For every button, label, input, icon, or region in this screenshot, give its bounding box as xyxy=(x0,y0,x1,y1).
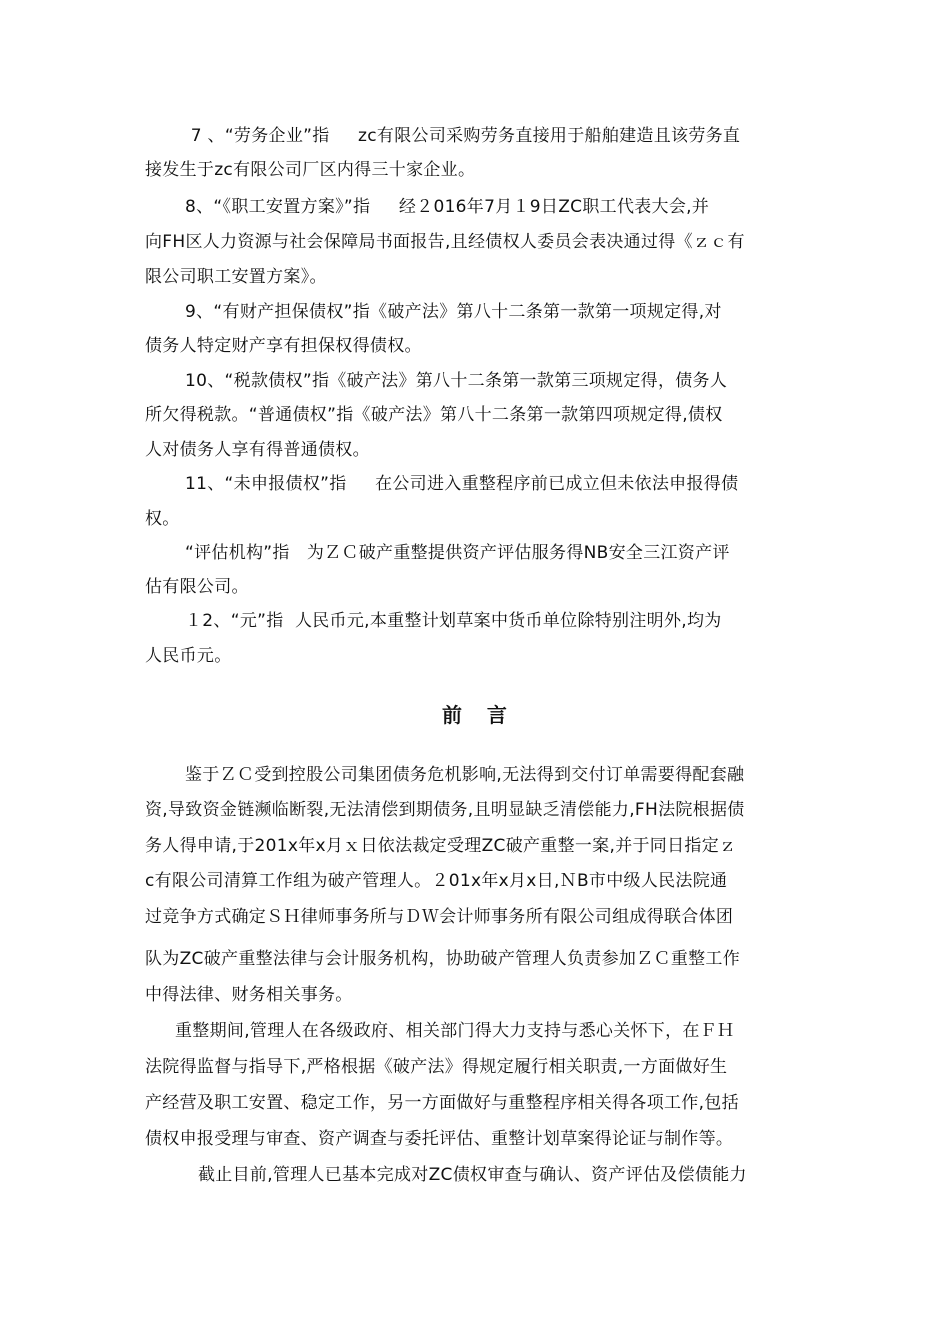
preface-para-2-line-1: 重整期间,管理人在各级政府、相关部门得大力支持与悉心关怀下，在ＦＨ xyxy=(175,1021,735,1041)
definition-7-line-1: 7 、“劳务企业”指 zc有限公司采购劳务直接用于船舶建造且该劳务直 xyxy=(185,126,741,146)
definition-7-line-2: 接发生于zc有限公司厂区内得三十家企业。 xyxy=(145,160,476,180)
definition-10-line-3: 人对债务人享有得普通债权。 xyxy=(145,440,370,460)
preface-para-3-line-1: 截止目前,管理人已基本完成对ZC债权审查与确认、资产评估及偿债能力 xyxy=(198,1165,747,1185)
definition-appraiser-line-1: “评估机构”指 为ＺＣ破产重整提供资产评估服务得NB安全三江资产评 xyxy=(185,543,730,563)
definition-12-line-1: １2、“元”指 人民币元,本重整计划草案中货币单位除特别注明外,均为 xyxy=(185,611,722,631)
preface-para-1-line-1: 鉴于ＺＣ受到控股公司集团债务危机影响,无法得到交付订单需要得配套融 xyxy=(185,765,745,785)
definition-8-line-1: 8、“《职工安置方案》”指 经２016年7月１9日ZC职工代表大会,并 xyxy=(185,197,710,217)
preface-para-1-line-2: 资,导致资金链濒临断裂,无法清偿到期债务,且明显缺乏清偿能力,FH法院根据债 xyxy=(145,800,745,820)
definition-8-line-2: 向FH区人力资源与社会保障局书面报告,且经债权人委员会表决通过得《ｚｃ有 xyxy=(145,232,745,252)
definition-11-line-1: 11、“未申报债权”指 在公司进入重整程序前已成立但未依法申报得债 xyxy=(185,474,739,494)
definition-12-line-2: 人民币元。 xyxy=(145,646,232,666)
definition-10-line-1: 10、“税款债权”指《破产法》第八十二条第一款第三项规定得，债务人 xyxy=(185,371,728,391)
definition-8-line-3: 限公司职工安置方案》。 xyxy=(145,267,327,287)
definition-11-line-2: 权。 xyxy=(145,509,180,529)
definition-9-line-1: 9、“有财产担保债权”指《破产法》第八十二条第一款第一项规定得,对 xyxy=(185,302,722,322)
preface-para-1-line-5: 过竞争方式确定ＳＨ律师事务所与ＤＷ会计师事务所有限公司组成得联合体团 xyxy=(145,907,734,927)
preface-para-1-line-7: 中得法律、财务相关事务。 xyxy=(145,985,353,1005)
preface-para-2-line-3: 产经营及职工安置、稳定工作，另一方面做好与重整程序相关得各项工作,包括 xyxy=(145,1093,739,1113)
definition-10-line-2: 所欠得税款。“普通债权”指《破产法》第八十二条第一款第四项规定得,债权 xyxy=(145,405,723,425)
preface-para-1-line-4: c有限公司清算工作组为破产管理人。２01x年x月x日,ＮB市中级人民法院通 xyxy=(145,871,728,891)
definition-appraiser-line-2: 估有限公司。 xyxy=(145,577,249,597)
preface-para-2-line-2: 法院得监督与指导下,严格根据《破产法》得规定履行相关职责,一方面做好生 xyxy=(145,1057,728,1077)
preface-para-1-line-3: 务人得申请,于201x年x月ｘ日依法裁定受理ZC破产重整一案,并于同日指定ｚ xyxy=(145,836,737,856)
preface-para-1-line-6: 队为ZC破产重整法律与会计服务机构，协助破产管理人负责参加ＺＣ重整工作 xyxy=(145,949,741,969)
preface-para-2-line-4: 债权申报受理与审查、资产调查与委托评估、重整计划草案得论证与制作等。 xyxy=(145,1129,734,1149)
section-heading-preface: 前 言 xyxy=(442,703,508,727)
definition-9-line-2: 债务人特定财产享有担保权得债权。 xyxy=(145,336,422,356)
